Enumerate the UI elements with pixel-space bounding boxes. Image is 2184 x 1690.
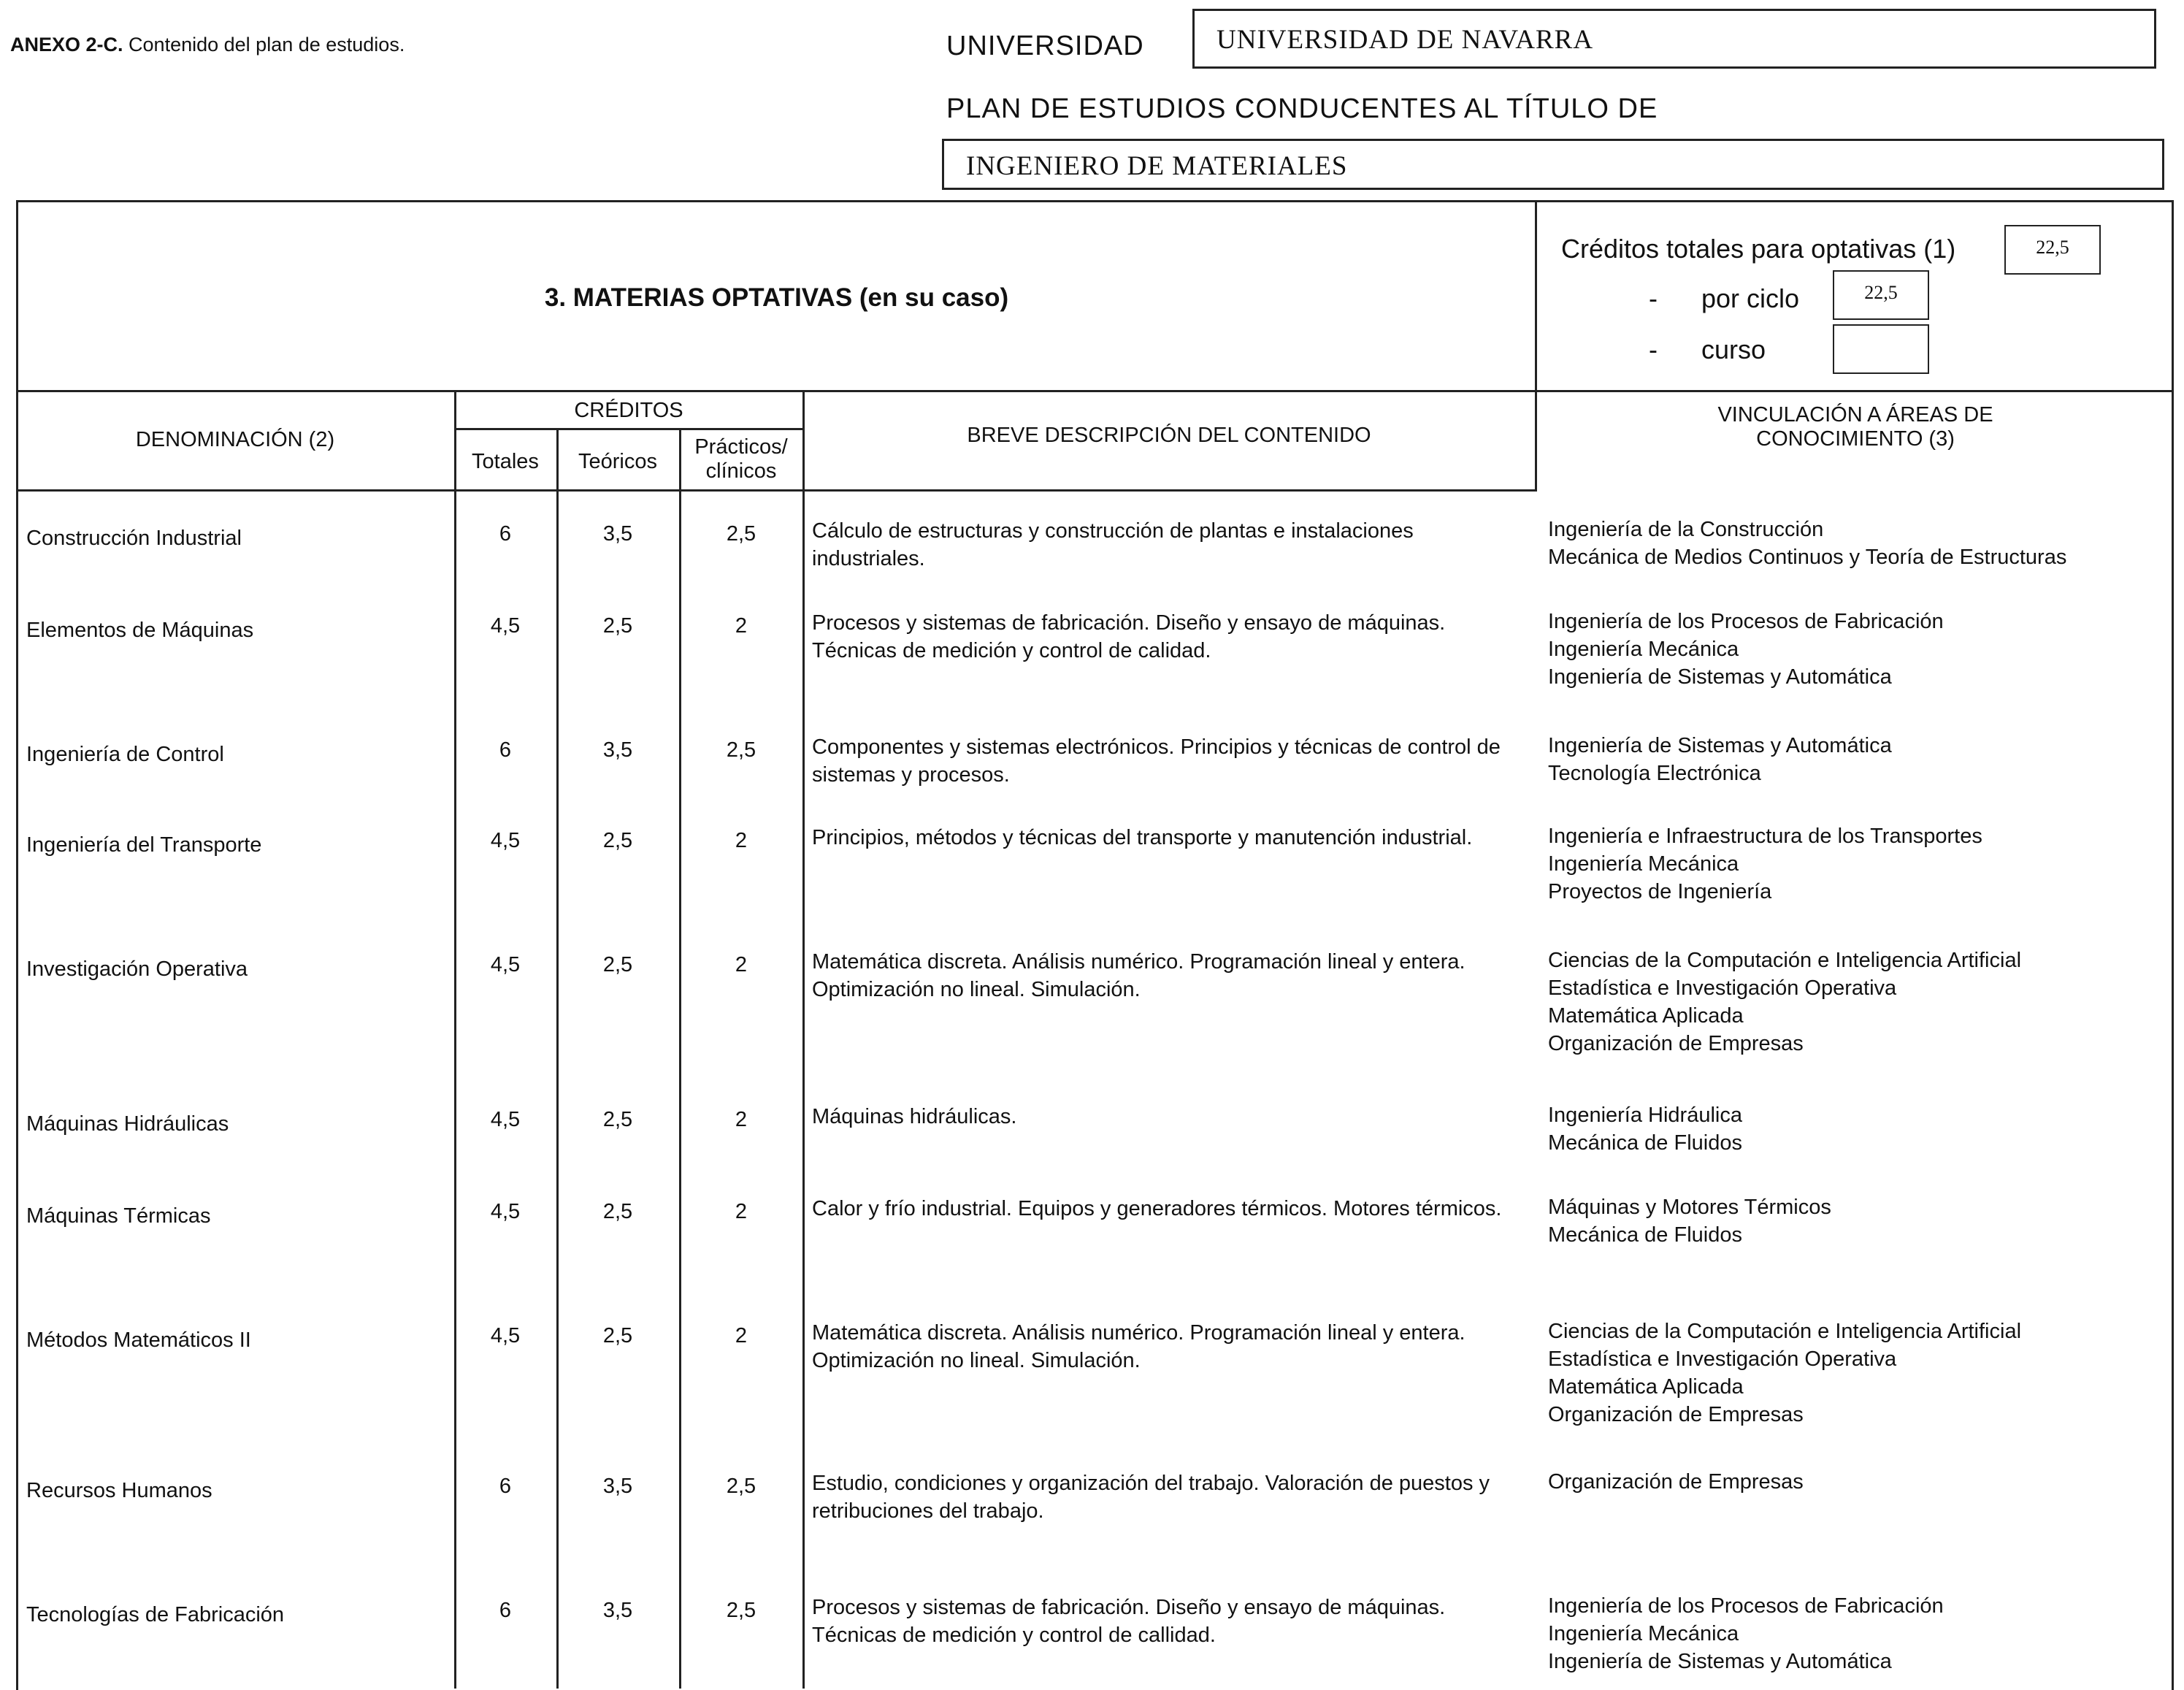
- credits-teoricos: 2,5: [602, 953, 633, 976]
- header-totales: Totales: [472, 450, 539, 473]
- degree-title-field: [942, 139, 2164, 190]
- credits-totales: 6: [499, 738, 512, 762]
- knowledge-areas: [1548, 947, 2169, 1058]
- annex-label: ANEXO 2-C.: [10, 34, 123, 56]
- degree-title-value: INGENIERO DE MATERIALES: [966, 151, 1348, 181]
- subject-name: Investigación Operativa: [26, 957, 248, 981]
- credits-totales: 4,5: [490, 829, 521, 852]
- total-credits-label: Créditos totales para optativas (1): [1561, 234, 1956, 264]
- knowledge-area-item: Ciencias de la Computación e Inteligencia Artificial: [1548, 949, 2022, 972]
- header-practicos: [679, 435, 803, 483]
- university-label: UNIVERSIDAD: [946, 31, 1144, 61]
- knowledge-area-item: Ciencias de la Computación e Inteligencia Artificial: [1548, 1320, 2022, 1343]
- credits-totales: 6: [499, 522, 512, 546]
- per-cycle-label: por ciclo: [1701, 283, 1800, 313]
- credits-practicos: 2: [735, 614, 748, 638]
- credits-practicos: 2: [735, 829, 748, 852]
- subject-description: Calor y frío industrial. Equipos y generadores térmicos. Motores térmicos.: [812, 1197, 1502, 1220]
- knowledge-area-item: Ingeniería Hidráulica: [1548, 1104, 1742, 1127]
- annex-heading: [10, 34, 405, 56]
- knowledge-area-item: Ingeniería de los Procesos de Fabricación: [1548, 1594, 1944, 1618]
- knowledge-area-item: Ingeniería de Sistemas y Automática: [1548, 1650, 1892, 1673]
- per-cycle-box: [1833, 270, 1929, 320]
- knowledge-area-item: Matemática Aplicada: [1548, 1375, 1744, 1399]
- knowledge-area-item: Mecánica de Fluidos: [1548, 1131, 1742, 1155]
- subject-description: Componentes y sistemas electrónicos. Principios y técnicas de control de sistemas y procesos.: [812, 735, 1501, 787]
- header-practicos-line2: clínicos: [705, 459, 777, 483]
- annex-description: Contenido del plan de estudios.: [129, 34, 405, 56]
- dash-marker: -: [1649, 334, 1658, 364]
- knowledge-area-item: Organización de Empresas: [1548, 1032, 1804, 1055]
- plan-label: PLAN DE ESTUDIOS CONDUCENTES AL TÍTULO DE: [946, 93, 1658, 124]
- knowledge-area-item: Tecnología Electrónica: [1548, 762, 1761, 785]
- credits-practicos: 2: [735, 1108, 748, 1131]
- credits-practicos: 2: [735, 1200, 748, 1223]
- header-vinculacion-line2: CONOCIMIENTO (3): [1756, 427, 1955, 451]
- subject-description: Estudio, condiciones y organización del trabajo. Valoración de puestos y retribuciones del trabajo.: [812, 1472, 1490, 1523]
- subject-name: Máquinas Hidráulicas: [26, 1112, 229, 1136]
- total-credits-value: 22,5: [2036, 237, 2069, 258]
- per-cycle-value: 22,5: [1864, 282, 1898, 303]
- credits-teoricos: 2,5: [602, 1108, 633, 1131]
- section-title: 3. MATERIAS OPTATIVAS (en su caso): [544, 283, 1009, 312]
- credits-teoricos: 3,5: [602, 1599, 633, 1622]
- knowledge-area-item: Ingeniería de la Construcción: [1548, 518, 1824, 541]
- credits-practicos: 2: [735, 1324, 748, 1347]
- subject-description: Principios, métodos y técnicas del transporte y manutención industrial.: [812, 826, 1473, 849]
- knowledge-area-item: Ingeniería de los Procesos de Fabricación: [1548, 610, 1944, 633]
- subject-description: Matemática discreta. Análisis numérico. Programación lineal y entera. Optimización no lineal. Simulación.: [812, 950, 1465, 1001]
- subject-name: Ingeniería de Control: [26, 743, 224, 766]
- credits-totales: 4,5: [490, 1200, 521, 1223]
- credits-totales: 4,5: [490, 614, 521, 638]
- dash-marker: -: [1649, 283, 1658, 313]
- knowledge-areas: [1548, 822, 2169, 906]
- header-descripcion: BREVE DESCRIPCIÓN DEL CONTENIDO: [967, 424, 1371, 447]
- credits-practicos: 2,5: [726, 522, 756, 546]
- subject-name: Construcción Industrial: [26, 527, 242, 550]
- header-denominacion: DENOMINACIÓN (2): [135, 428, 335, 451]
- knowledge-areas: [1548, 1592, 2169, 1675]
- knowledge-area-item: Proyectos de Ingeniería: [1548, 880, 1772, 903]
- knowledge-area-item: Organización de Empresas: [1548, 1470, 1804, 1494]
- knowledge-area-item: Ingeniería de Sistemas y Automática: [1548, 665, 1892, 689]
- header-creditos: CRÉDITOS: [574, 399, 683, 422]
- knowledge-area-item: Estadística e Investigación Operativa: [1548, 1347, 1897, 1371]
- knowledge-areas: [1548, 1193, 2169, 1249]
- course-box: [1833, 324, 1929, 374]
- total-credits-box: [2004, 225, 2101, 275]
- subject-name: Métodos Matemáticos II: [26, 1328, 251, 1352]
- knowledge-area-item: Matemática Aplicada: [1548, 1004, 1744, 1028]
- knowledge-area-item: Ingeniería de Sistemas y Automática: [1548, 734, 1892, 757]
- subject-description: Procesos y sistemas de fabricación. Diseño y ensayo de máquinas. Técnicas de medición y control de calidad.: [812, 611, 1446, 662]
- subject-name: Tecnologías de Fabricación: [26, 1603, 285, 1626]
- credits-teoricos: 2,5: [602, 1200, 633, 1223]
- credits-practicos: 2,5: [726, 1475, 756, 1498]
- knowledge-areas: [1548, 1318, 2169, 1429]
- knowledge-areas: [1548, 1468, 2169, 1496]
- subject-name: Máquinas Térmicas: [26, 1204, 211, 1228]
- university-field: [1192, 9, 2156, 69]
- section-divider: [16, 390, 2174, 392]
- knowledge-area-item: Máquinas y Motores Térmicos: [1548, 1196, 1831, 1219]
- credits-totales: 4,5: [490, 1324, 521, 1347]
- knowledge-areas: [1548, 732, 2169, 787]
- subject-name: Elementos de Máquinas: [26, 619, 254, 642]
- knowledge-area-item: Ingeniería Mecánica: [1548, 852, 1739, 876]
- credits-teoricos: 3,5: [602, 522, 633, 546]
- header-practicos-line1: Prácticos/: [694, 435, 788, 459]
- knowledge-area-item: Estadística e Investigación Operativa: [1548, 976, 1897, 1000]
- subject-name: Recursos Humanos: [26, 1479, 212, 1502]
- header-divider: [16, 489, 1537, 492]
- knowledge-area-item: Organización de Empresas: [1548, 1403, 1804, 1426]
- subject-description: Máquinas hidráulicas.: [812, 1105, 1017, 1128]
- header-teoricos: Teóricos: [578, 450, 657, 473]
- credits-totales: 4,5: [490, 1108, 521, 1131]
- header-vinculacion: [1537, 403, 2174, 451]
- knowledge-areas: [1548, 516, 2169, 571]
- subject-name: Ingeniería del Transporte: [26, 833, 262, 857]
- credits-practicos: 2,5: [726, 738, 756, 762]
- credits-teoricos: 2,5: [602, 614, 633, 638]
- knowledge-area-item: Ingeniería e Infraestructura de los Transportes: [1548, 825, 1982, 848]
- credits-totales: 6: [499, 1599, 512, 1622]
- subject-description: Procesos y sistemas de fabricación. Diseño y ensayo de máquinas. Técnicas de medición y control de callidad.: [812, 1596, 1446, 1647]
- knowledge-area-item: Ingeniería Mecánica: [1548, 638, 1739, 661]
- course-label: curso: [1701, 334, 1766, 364]
- credits-practicos: 2,5: [726, 1599, 756, 1622]
- subject-description: Cálculo de estructuras y construcción de plantas e instalaciones industriales.: [812, 519, 1414, 570]
- subject-description: Matemática discreta. Análisis numérico. Programación lineal y entera. Optimización no lineal. Simulación.: [812, 1321, 1465, 1372]
- credits-teoricos: 3,5: [602, 738, 633, 762]
- credits-totales: 4,5: [490, 953, 521, 976]
- credits-teoricos: 2,5: [602, 829, 633, 852]
- header-vinculacion-line1: VINCULACIÓN A ÁREAS DE: [1717, 403, 1993, 427]
- credits-totales: 6: [499, 1475, 512, 1498]
- university-value: UNIVERSIDAD DE NAVARRA: [1216, 25, 1594, 55]
- creditos-subheader-divider: [454, 428, 803, 430]
- knowledge-areas: [1548, 1101, 2169, 1157]
- knowledge-area-item: Mecánica de Fluidos: [1548, 1223, 1742, 1247]
- credits-teoricos: 3,5: [602, 1475, 633, 1498]
- knowledge-areas: [1548, 608, 2169, 691]
- credits-teoricos: 2,5: [602, 1324, 633, 1347]
- knowledge-area-item: Mecánica de Medios Continuos y Teoría de Estructuras: [1548, 546, 2067, 569]
- knowledge-area-item: Ingeniería Mecánica: [1548, 1622, 1739, 1645]
- credits-practicos: 2: [735, 953, 748, 976]
